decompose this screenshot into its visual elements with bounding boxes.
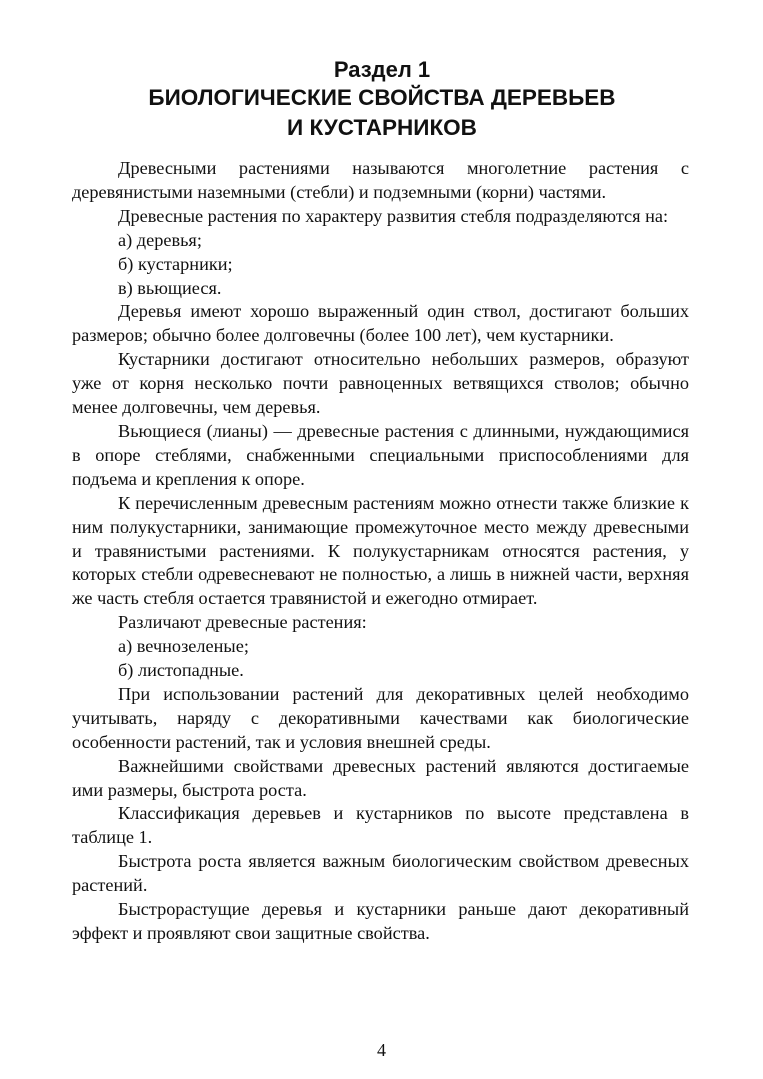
section-heading: [72, 56, 692, 143]
list-item: б) листопадные.: [118, 660, 244, 681]
paragraph: Быстрота роста является важным биологическим свойством древесных растений.: [72, 851, 689, 896]
list-item: а) вечнозеленые;: [118, 636, 249, 657]
list-item: а) деревья;: [118, 229, 202, 250]
paragraph: При использовании растений для декоративных целей необходимо учитывать, наряду с декоративными качествами как биологические особенности растений, так и условия внешней среды.: [72, 683, 689, 752]
section-title-line-1: БИОЛОГИЧЕСКИЕ СВОЙСТВА ДЕРЕВЬЕВ: [148, 85, 616, 110]
paragraph: Классификация деревьев и кустарников по высоте представлена в таблице 1.: [72, 803, 689, 848]
paragraph: Древесными растениями называются многолетние растения с деревянистыми наземными (стебли) и подземными (корни) частями.: [72, 158, 689, 202]
section-title-line-2: И КУСТАРНИКОВ: [287, 115, 477, 140]
paragraph: К перечисленным древесным растениям можно отнести также близкие к ним полукустарники, занимающие промежуточное место между древесными и травянистыми растениями. К полукустарникам относятся растения, у которых стебли одревесневают не полностью, а лишь в нижней части, верхняя же часть стебля остается травянистой и ежегодно отмирает.: [72, 492, 689, 609]
paragraph: Быстрорастущие деревья и кустарники раньше дают декоративный эффект и проявляют свои защитные свойства.: [72, 899, 689, 943]
list-item: в) вьющиеся.: [118, 277, 222, 298]
paragraph: Вьющиеся (лианы) — древесные растения с длинными, нуждающимися в опоре стеблями, снабженными специальными приспособлениями для подъема и крепления к опоре.: [72, 420, 689, 489]
paragraph: Различают древесные растения:: [118, 612, 367, 633]
section-label: Раздел 1: [333, 57, 431, 82]
list-item: б) кустарники;: [118, 253, 233, 274]
body-text: [72, 157, 689, 946]
paragraph: Важнейшими свойствами древесных растений являются достигаемые ими размеры, быстрота роста.: [72, 755, 689, 800]
paragraph: Кустарники достигают относительно небольших размеров, образуют уже от корня несколько почти равноценных ветвящихся стволов; обычно менее долговечны, чем деревья.: [72, 349, 689, 418]
paragraph: Древесные растения по характеру развития стебля подразделяются на:: [118, 205, 669, 226]
page-number: 4: [377, 1040, 386, 1060]
paragraph: Деревья имеют хорошо выраженный один ствол, достигают больших размеров; обычно более долговечны (более 100 лет), чем кустарники.: [72, 301, 689, 346]
